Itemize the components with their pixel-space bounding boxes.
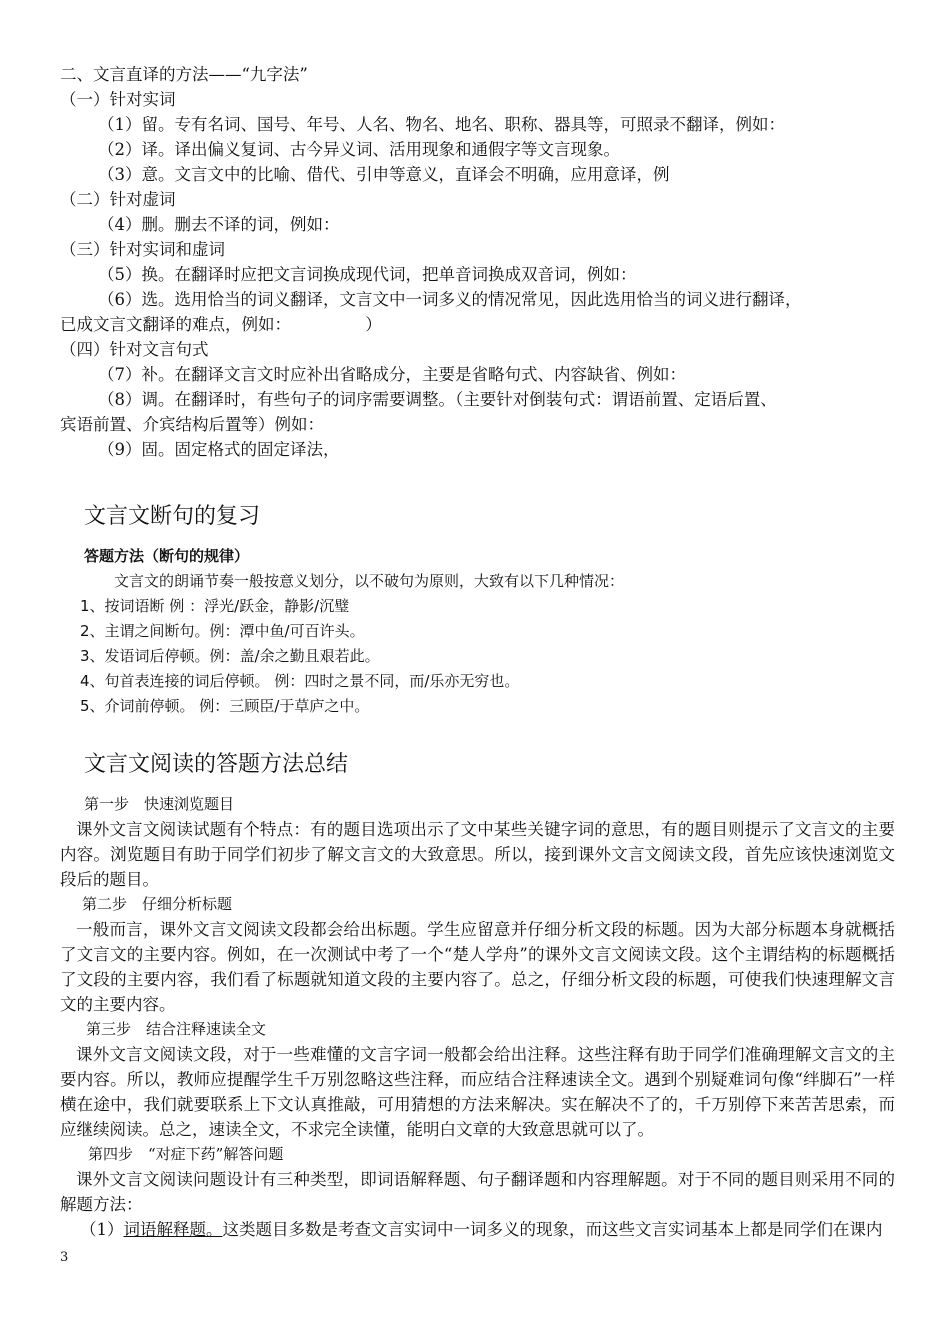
rule-item: 2、主谓之间断句。例：潭中鱼/可百许头。	[80, 622, 365, 640]
group-heading-1: （一）针对实词	[60, 90, 176, 109]
rule-item: 5、介词前停顿。 例：三顾臣/于草庐之中。	[80, 697, 370, 715]
step-paragraph-4: 课外文言文阅读问题设计有三种类型，即词语解释题、句子翻译题和内容理解题。对于不同的题目则采用不同的解题方法：	[60, 1170, 895, 1214]
item-number: （1）	[80, 1220, 124, 1239]
step-paragraph-1: 课外文言文阅读试题有个特点：有的题目选项出示了文中某些关键字词的意思，有的题目则提示了文言文的主要内容。浏览题目有助于同学们初步了解文言文的大致意思。所以，接到课外文言文阅读文段，首先应该快速浏览文段后的题目。	[60, 820, 895, 889]
step-heading-2: 第二步 仔细分析标题	[82, 895, 233, 913]
last-line	[80, 1217, 915, 1242]
section-title-punctuation: 文言文断句的复习	[84, 504, 261, 529]
method-item-7: （7）补。在翻译文言文时应补出省略成分，主要是省略句式、内容缺省、例如：	[98, 365, 686, 384]
group-heading-3: （三）针对实词和虚词	[60, 240, 225, 259]
method-item-5: （5）换。在翻译时应把文言词换成现代词，把单音词换成双音词，例如：	[98, 265, 637, 284]
group-heading-2: （二）针对虚词	[60, 190, 176, 209]
section-heading-translation: 二、文言直译的方法——“九字法”	[60, 65, 308, 84]
method-item-2: （2）译。译出偏义复词、古今异义词、活用现象和通假字等文言现象。	[98, 140, 620, 159]
step-paragraph-3: 课外文言文阅读文段，对于一些难懂的文言字词一般都会给出注释。这些注释有助于同学们准确理解文言文的主要内容。所以，教师应提醒学生千万别忽略这些注释，而应结合注释速读全文。遇到个别疑难词句像“绊脚石”一样横在途中，我们就要联系上下文认真推敲，可用猜想的方法来解决。实在解决不了的，千万别停下来苦苦思索，而应继续阅读。总之，速读全文，不求完全读懂，能明白文章的大致意思就可以了。	[60, 1045, 895, 1139]
method-item-6-line2: 已成文言文翻译的难点，例如： ）	[60, 315, 382, 334]
method-item-8-line1: （8）调。在翻译时，有些句子的词序需要调整。（主要针对倒装句式：谓语前置、定语后置、	[98, 390, 777, 409]
step-heading-1: 第一步 快速浏览题目	[84, 795, 235, 813]
rule-item: 4、句首表连接的词后停顿。 例：四时之景不同，而/乐亦无穷也。	[80, 672, 520, 690]
method-item-3: （3）意。文言文中的比喻、借代、引申等意义，直译会不明确，应用意译，例	[98, 165, 670, 184]
section-title-answer-methods: 文言文阅读的答题方法总结	[84, 752, 349, 777]
method-item-4: （4）删。删去不译的词，例如：	[98, 215, 340, 234]
method-item-8-line2: 宾语前置、介宾结构后置等）例如：	[60, 415, 324, 434]
underlined-term: 词语解释题。	[123, 1220, 223, 1239]
step-paragraph-2: 一般而言，课外文言文阅读文段都会给出标题。学生应留意并仔细分析文段的标题。因为大部分标题本身就概括了文言文的主要内容。例如，在一次测试中考了一个“楚人学舟”的课外文言文阅读文段。这个主谓结构的标题概括了文段的主要内容，我们看了标题就知道文段的主要内容了。总之，仔细分析文段的标题，可使我们快速理解文言文的主要内容。	[60, 920, 895, 1014]
method-item-6-line1: （6）选。选用恰当的词义翻译，文言文中一词多义的情况常见，因此选用恰当的词义进行翻译，	[98, 290, 802, 309]
rule-item: 3、发语词后停顿。例：盖/余之勤且艰若此。	[80, 647, 380, 665]
step-heading-4: 第四步 “对症下药”解答问题	[88, 1145, 284, 1163]
subheading-method: 答题方法（断句的规律）	[84, 547, 250, 565]
method-item-9: （9）固。固定格式的固定译法，	[98, 440, 340, 459]
group-heading-4: （四）针对文言句式	[60, 340, 209, 359]
step-heading-3: 第三步 结合注释速读全文	[86, 1020, 267, 1038]
intro-text: 文言文的朗诵节奏一般按意义划分，以不破句为原则，大致有以下几种情况：	[114, 572, 625, 590]
last-line-text: 这类题目多数是考查文言实词中一词多义的现象，而这些文言实词基本上都是同学们在课内	[222, 1220, 883, 1239]
page-number: 3	[60, 1250, 69, 1265]
method-item-1: （1）留。专有名词、国号、年号、人名、物名、地名、职称、器具等，可照录不翻译，例如：	[98, 115, 785, 134]
rule-item: 1、按词语断 例 ：浮光/跃金，静影/沉璧	[80, 597, 350, 615]
